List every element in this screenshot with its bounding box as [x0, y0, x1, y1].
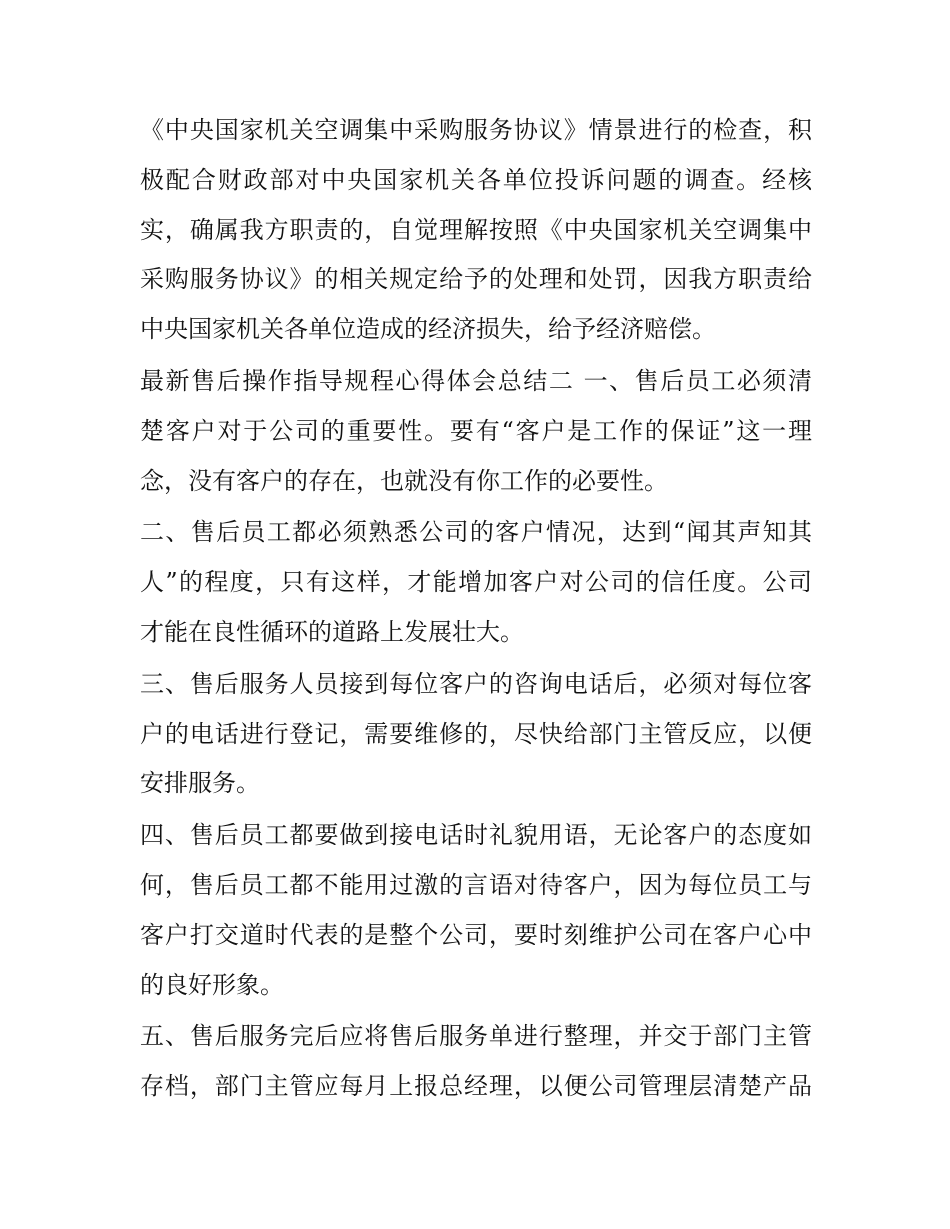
- text-line: 客户打交道时代表的是整个公司，要时刻维护公司在客户心中: [140, 920, 812, 949]
- paragraph-item-five: [140, 1012, 812, 1112]
- text-line: 实，确属我方职责的，自觉理解按照《中央国家机关空调集中: [140, 215, 812, 244]
- text-line: 户的电话进行登记，需要维修的，尽快给部门主管反应，以便: [140, 719, 812, 748]
- paragraph-agreement-compliance: [140, 106, 812, 355]
- text-line: 安排服务。: [140, 769, 260, 798]
- text-line: 采购服务协议》的相关规定给予的处理和处罚，因我方职责给: [140, 265, 812, 294]
- text-line: 极配合财政部对中央国家机关各单位投诉问题的调查。经核: [140, 165, 812, 194]
- document-body: [140, 106, 812, 1114]
- text-line: 才能在良性循环的道路上发展壮大。: [140, 617, 524, 646]
- text-line: 中央国家机关各单位造成的经济损失，给予经济赔偿。: [140, 315, 716, 344]
- text-line: 人”的程度，只有这样，才能增加客户对公司的信任度。公司: [140, 568, 812, 597]
- text-line: 的良好形象。: [140, 970, 284, 999]
- text-line: 何，售后员工都不能用过激的言语对待客户，因为每位员工与: [140, 870, 812, 899]
- text-line: 《中央国家机关空调集中采购服务协议》情景进行的检查，积: [140, 116, 812, 144]
- text-line: 五、售后服务完后应将售后服务单进行整理，并交于部门主管: [140, 1022, 812, 1051]
- text-line: 最新售后操作指导规程心得体会总结二 一、售后员工必须清: [140, 366, 812, 395]
- paragraph-section-two-item-one: [140, 357, 812, 506]
- paragraph-item-three: [140, 660, 812, 809]
- text-line: 念，没有客户的存在，也就没有你工作的必要性。: [140, 466, 668, 495]
- paragraph-item-four: [140, 811, 812, 1010]
- text-line: 楚客户对于公司的重要性。要有“客户是工作的保证”这一理: [140, 416, 812, 445]
- text-line: 四、售后员工都要做到接电话时礼貌用语，无论客户的态度如: [140, 821, 812, 850]
- text-line: 存档，部门主管应每月上报总经理，以便公司管理层清楚产品: [140, 1072, 812, 1101]
- text-line: 三、售后服务人员接到每位客户的咨询电话后，必须对每位客: [140, 669, 812, 698]
- text-line: 二、售后员工都必须熟悉公司的客户情况，达到“闻其声知其: [140, 518, 812, 547]
- paragraph-item-two: [140, 508, 812, 657]
